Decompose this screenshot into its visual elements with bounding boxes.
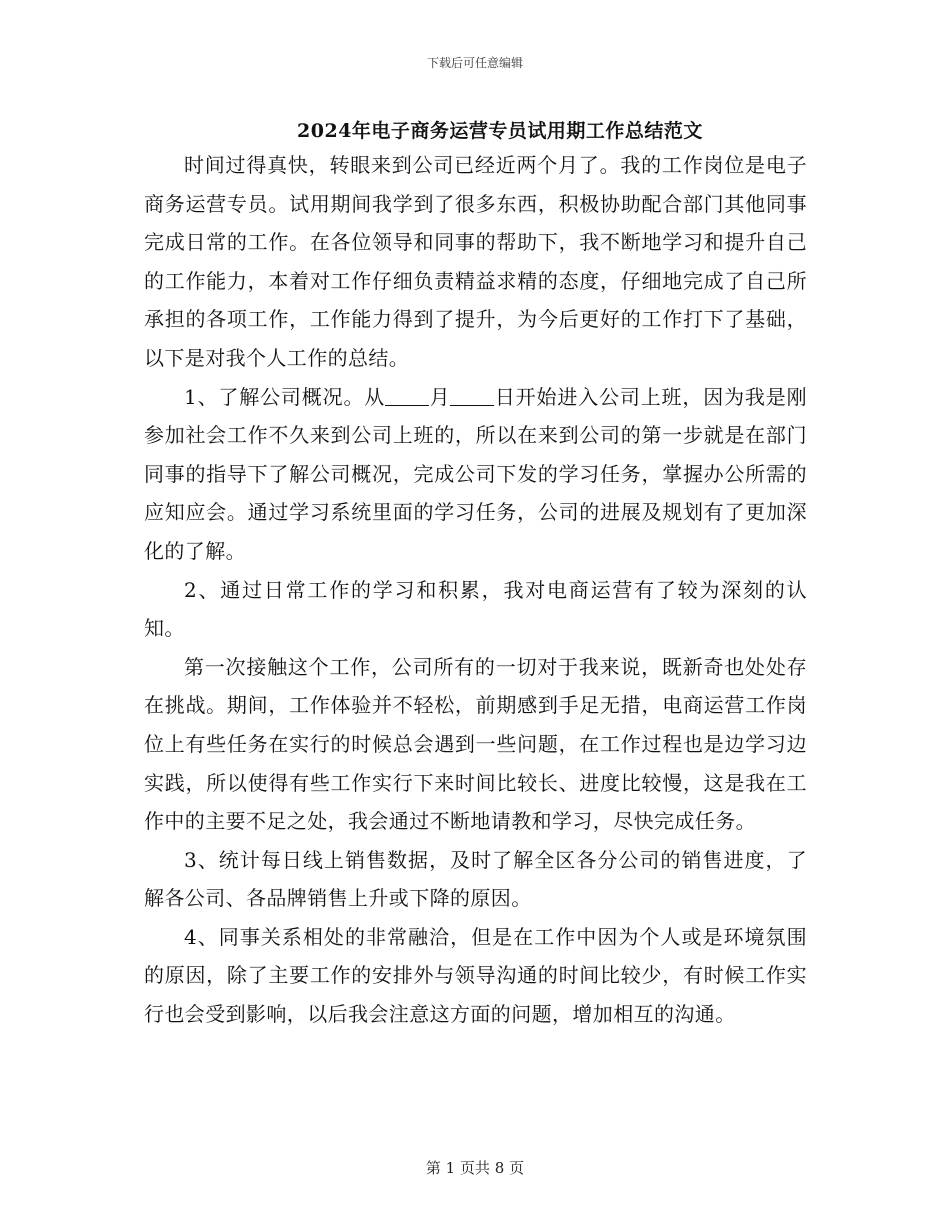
paragraph-intro: 时间过得真快，转眼来到公司已经近两个月了。我的工作岗位是电子商务运营专员。试用期间我学到了很多东西，积极协助配合部门其他同事完成日常的工作。在各位领导和同事的帮助下，我不断地学习和提升自己的工作能力，本着对工作仔细负责精益求精的态度，仔细地完成了自己所承担的各项工作，工作能力得到了提升，为今后更好的工作打下了基础，以下是对我个人工作的总结。 bbox=[144, 153, 807, 370]
document-title: 2024年电子商务运营专员试用期工作总结范文 bbox=[297, 120, 703, 142]
paragraph-item-1-part-b: 月 bbox=[429, 384, 451, 409]
paragraph-item-1-part-a: 1、了解公司概况。从 bbox=[184, 384, 386, 409]
paragraph-item-3: 3、统计每日线上销售数据，及时了解全区各分公司的销售进度，了解各公司、各品牌销售上升或下降的原因。 bbox=[144, 847, 807, 911]
paragraph-item-1 bbox=[144, 378, 807, 571]
page-number: 第 1 页共 8 页 bbox=[425, 1159, 525, 1177]
paragraph-item-1-part-c: 日开始进入公司上班，因为我是刚参加社会工作不久来到公司上班的，所以在来到公司的第一步就是在部门同事的指导下了解公司概况，完成公司下发的学习任务，掌握办公所需的应知应会。通过学习系统里面的学习任务，公司的进展及规划有了更加深化的了解。 bbox=[144, 384, 807, 563]
blank-line-month bbox=[385, 387, 429, 406]
paragraph-item-4: 4、同事关系相处的非常融洽，但是在工作中因为个人或是环境氛围的原因，除了主要工作的安排外与领导沟通的时间比较少，有时候工作实行也会受到影响，以后我会注意这方面的问题，增加相互的沟通。 bbox=[144, 924, 807, 1027]
blank-line-day bbox=[450, 387, 494, 406]
paragraph-item-2-detail: 第一次接触这个工作，公司所有的一切对于我来说，既新奇也处处存在挑战。期间，工作体验并不轻松，前期感到手足无措，电商运营工作岗位上有些任务在实行的时候总会遇到一些问题，在工作过程也是边学习边实践，所以使得有些工作实行下来时间比较长、进度比较慢，这是我在工作中的主要不足之处，我会通过不断地请教和学习，尽快完成任务。 bbox=[144, 654, 807, 834]
paragraph-item-2: 2、通过日常工作的学习和积累，我对电商运营有了较为深刻的认知。 bbox=[144, 577, 807, 641]
header-note: 下载后可任意编辑 bbox=[426, 56, 523, 70]
document-body bbox=[144, 146, 807, 1034]
